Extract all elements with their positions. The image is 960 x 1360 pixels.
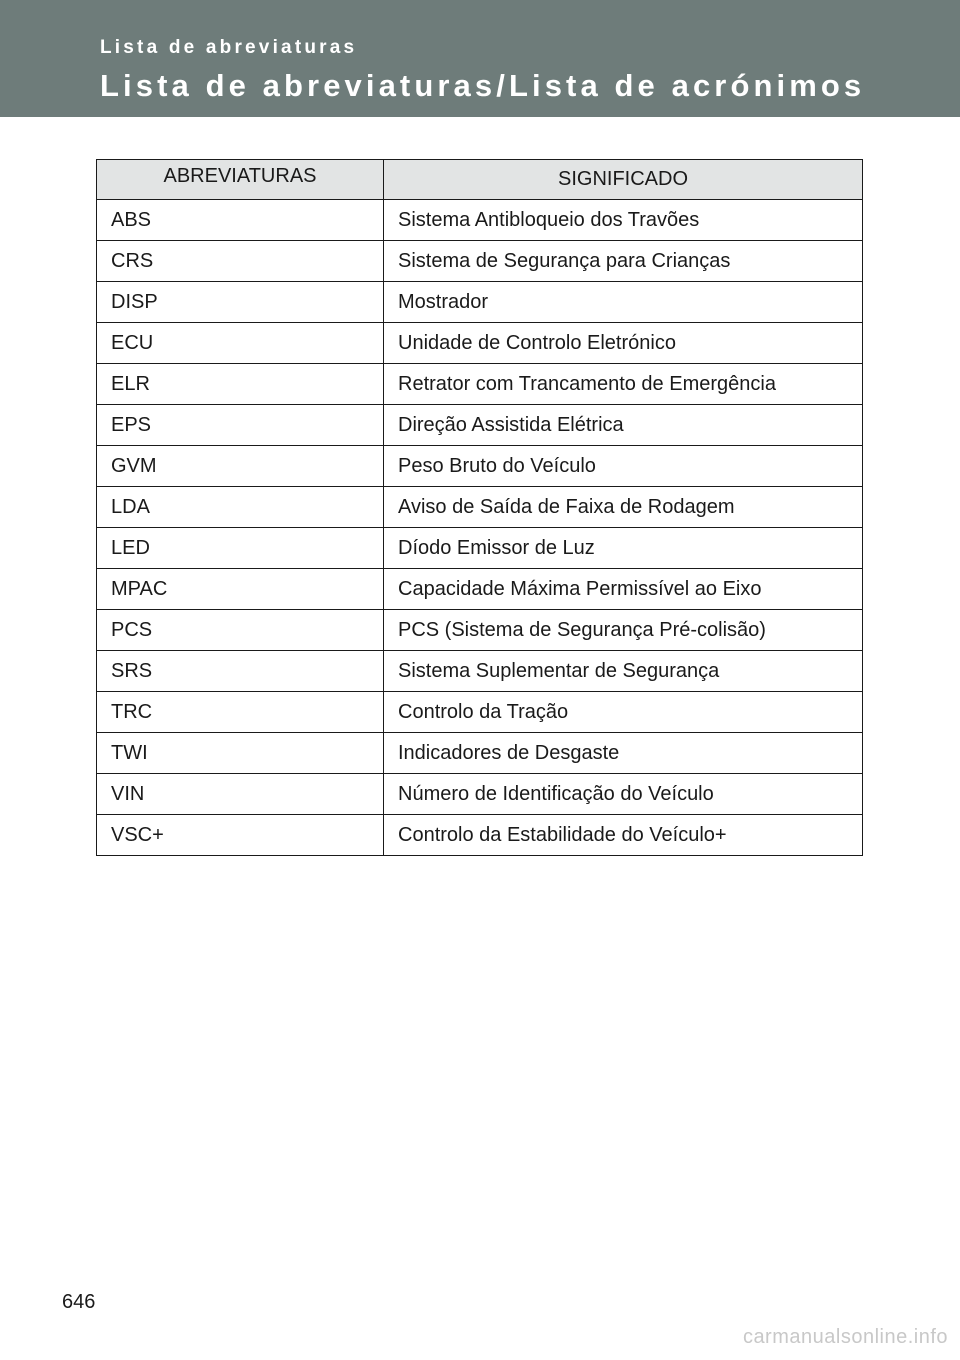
table-row bbox=[97, 200, 863, 241]
table-row bbox=[97, 446, 863, 487]
abbreviation-cell: TWI bbox=[97, 733, 384, 774]
page-title: Lista de abreviaturas/Lista de acrónimos bbox=[100, 68, 866, 103]
abbreviation-cell: PCS bbox=[97, 610, 384, 651]
meaning-cell: Capacidade Máxima Permissível ao Eixo bbox=[384, 569, 863, 610]
meaning-cell: Mostrador bbox=[384, 282, 863, 323]
meaning-cell: Díodo Emissor de Luz bbox=[384, 528, 863, 569]
table-row bbox=[97, 733, 863, 774]
table-body bbox=[97, 200, 863, 856]
abbreviation-cell: LDA bbox=[97, 487, 384, 528]
abbreviations-table bbox=[96, 159, 863, 856]
table-row bbox=[97, 774, 863, 815]
abbreviation-cell: CRS bbox=[97, 241, 384, 282]
abbreviation-cell: DISP bbox=[97, 282, 384, 323]
abbreviation-cell: ABS bbox=[97, 200, 384, 241]
table-row bbox=[97, 651, 863, 692]
abbreviation-cell: EPS bbox=[97, 405, 384, 446]
table-row bbox=[97, 241, 863, 282]
table-row bbox=[97, 405, 863, 446]
meaning-cell: Retrator com Trancamento de Emergência bbox=[384, 364, 863, 405]
table-row bbox=[97, 569, 863, 610]
column-header-abbreviations: ABREVIATURAS bbox=[97, 160, 384, 200]
abbreviation-cell: SRS bbox=[97, 651, 384, 692]
meaning-cell: Sistema Antibloqueio dos Travões bbox=[384, 200, 863, 241]
abbreviation-cell: TRC bbox=[97, 692, 384, 733]
meaning-cell: Número de Identificação do Veículo bbox=[384, 774, 863, 815]
watermark: carmanualsonline.info bbox=[742, 1326, 948, 1348]
meaning-cell: Unidade de Controlo Eletrónico bbox=[384, 323, 863, 364]
table-row bbox=[97, 323, 863, 364]
section-label: Lista de abreviaturas bbox=[100, 37, 358, 58]
meaning-cell: Controlo da Tração bbox=[384, 692, 863, 733]
column-header-meaning: SIGNIFICADO bbox=[384, 160, 863, 200]
table-row bbox=[97, 692, 863, 733]
table-row bbox=[97, 282, 863, 323]
meaning-cell: Sistema Suplementar de Segurança bbox=[384, 651, 863, 692]
meaning-cell: Sistema de Segurança para Crianças bbox=[384, 241, 863, 282]
header-band bbox=[0, 0, 960, 117]
table-row bbox=[97, 528, 863, 569]
table-row bbox=[97, 364, 863, 405]
abbreviation-cell: ECU bbox=[97, 323, 384, 364]
table-row bbox=[97, 610, 863, 651]
meaning-cell: Peso Bruto do Veículo bbox=[384, 446, 863, 487]
meaning-cell: Direção Assistida Elétrica bbox=[384, 405, 863, 446]
abbreviation-cell: VSC+ bbox=[97, 815, 384, 856]
abbreviation-cell: ELR bbox=[97, 364, 384, 405]
meaning-cell: PCS (Sistema de Segurança Pré-colisão) bbox=[384, 610, 863, 651]
abbreviation-cell: GVM bbox=[97, 446, 384, 487]
meaning-cell: Indicadores de Desgaste bbox=[384, 733, 863, 774]
abbreviation-cell: MPAC bbox=[97, 569, 384, 610]
page-number: 646 bbox=[62, 1291, 96, 1313]
table-row bbox=[97, 487, 863, 528]
meaning-cell: Controlo da Estabilidade do Veículo+ bbox=[384, 815, 863, 856]
table-row bbox=[97, 815, 863, 856]
abbreviation-cell: LED bbox=[97, 528, 384, 569]
meaning-cell: Aviso de Saída de Faixa de Rodagem bbox=[384, 487, 863, 528]
table-header-row bbox=[97, 160, 863, 200]
abbreviation-cell: VIN bbox=[97, 774, 384, 815]
